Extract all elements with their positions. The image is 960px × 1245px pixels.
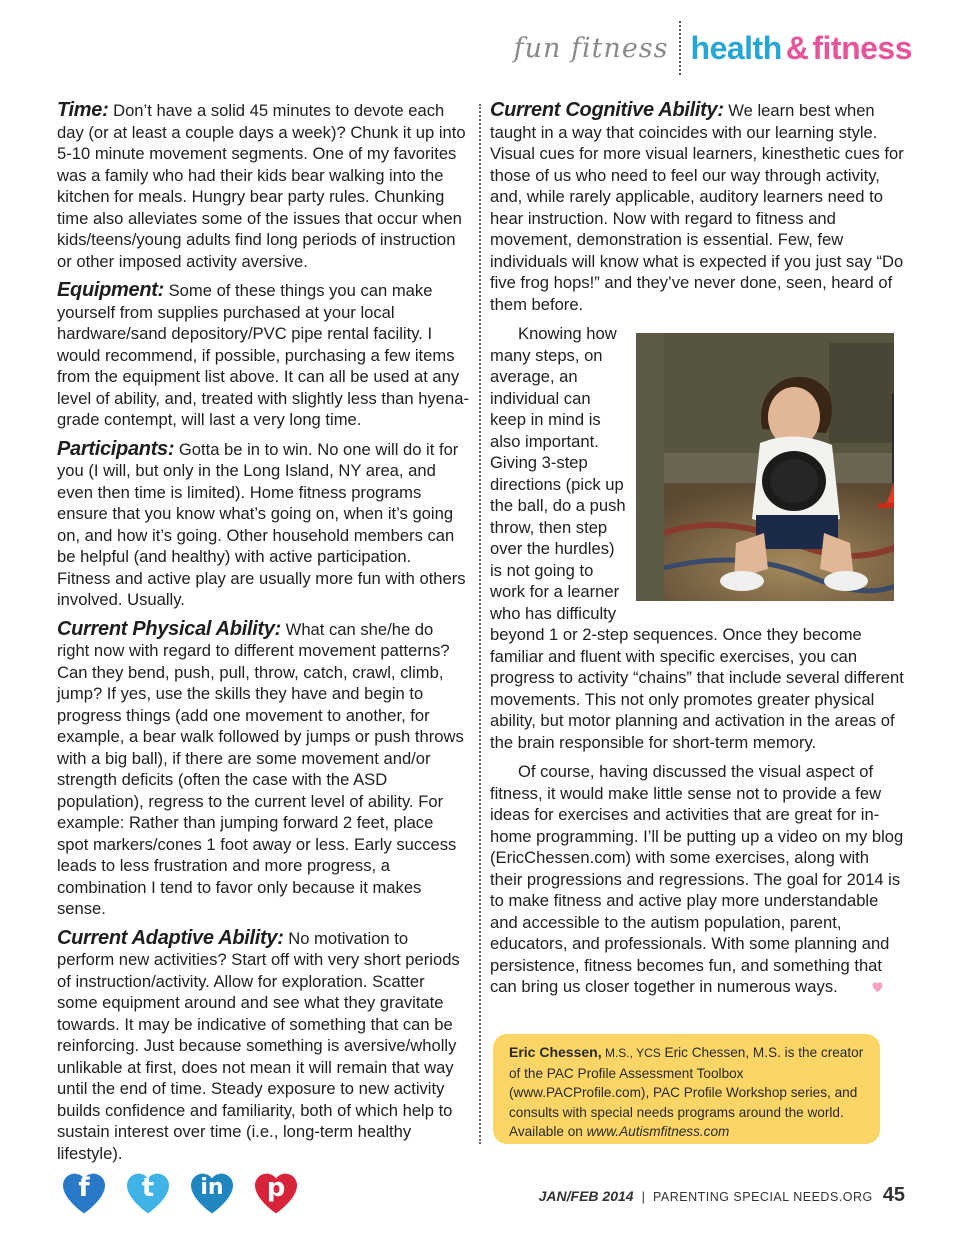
body-physical-ability: What can she/he do right now with regard to different movement patterns? Can they bend, push, pull, throw, catch, crawl, climb, jump? If yes, use the skills they have and begin to progress things (add one movement to another, for example, a bear walk followed by jumps or push throws with a big ball), if there are some movement and/or strength deficits (often the case with the ASD population), regress to the current level of ability. For example: Rather than jumping forward 2 feet, place spot markers/cones 1 foot away or less. Early success leads to less frustration and more progress, a combination I tend to favor only because it makes sense.: [57, 619, 464, 918]
lead-cognitive-ability: Current Cognitive Ability:: [490, 99, 724, 121]
linkedin-glyph: in: [200, 1175, 224, 1200]
section-header: [514, 20, 912, 76]
section-title-amp: &: [785, 29, 809, 66]
paragraph-time: [57, 100, 469, 272]
facebook-icon[interactable]: [55, 1162, 113, 1218]
child-exercise-photo: [636, 333, 894, 601]
magazine-name: PARENTING SPECIAL NEEDS.ORG: [652, 1190, 873, 1204]
twitter-glyph: t: [141, 1173, 155, 1203]
section-title: [691, 30, 912, 67]
paragraph-participants: [57, 439, 469, 611]
body-closing: Of course, having discussed the visual aspect of fitness, it would make little sense not to provide a few ideas for exercises and activities that are great for in-home programming. I’ll be putting up a video on my blog (EricChessen.com) with some exercises, along with their progressions and regressions. The goal for 2014 is to make fitness and active play more understandable and accessible to the autism population, parent, educators, and professionals. With some planning and persistence, fitness becomes fun, and something that can bring us closer together in numerous ways.: [490, 762, 904, 996]
author-website-link[interactable]: www.Autismfitness.com: [586, 1124, 730, 1139]
body-participants: Gotta be in to win. No one will do it for you (I will, but only in the Long Island, NY area, and even then time is limited). Home fitness programs ensure that you know what’s going on, when it’s going on, and how it’s going. Other household members can be helpful (and healthy) with active participation. Fitness and active play are usually more fun with others involved. Usually.: [57, 439, 466, 609]
issue-date: JAN/FEB 2014: [538, 1188, 634, 1204]
body-steps: Knowing how many steps, on average, an individual can keep in mind is also important. Giving 3-step directions (pick up the ball, do a push throw, then step over the hurdles) is not going to work for a learner who has difficulty beyond 1 or 2-step sequences. Once they become familiar and fluent with specific exercises, you can progress to activity “chains” that include several different movements. This not only promotes greater physical ability, but motor planning and activation in the areas of the brain responsible for short-term memory.: [490, 324, 904, 752]
section-title-health: health: [690, 29, 782, 66]
pinterest-glyph: p: [266, 1173, 286, 1203]
body-time: Don’t have a solid 45 minutes to devote each day (or at least a couple days a week)? Chunk it up into 5-10 minute movement segments. One of my favorites was a family who had their kids bear walking into the kitchen for meals. Hungry bear party rules. Chunking time also alleviates some of the issues that occur when kids/teens/young adults find long periods of instruction or other imposed activity aversive.: [57, 101, 466, 271]
lead-participants: Participants:: [57, 437, 175, 460]
twitter-icon[interactable]: [119, 1162, 177, 1218]
paragraph-steps: [490, 323, 905, 753]
lead-adaptive-ability: Current Adaptive Ability:: [57, 926, 284, 949]
author-bio-box: [493, 1034, 880, 1144]
lead-physical-ability: Current Physical Ability:: [57, 617, 282, 640]
header-divider: [679, 21, 681, 75]
right-column: [490, 100, 905, 1006]
author-bio-text: Eric Chessen, M.S. is the creator of the PAC Profile Assessment Toolbox (www.PACProfile.com), PAC Profile Workshop series, and consults with special needs programs around the world. Available on: [509, 1045, 864, 1139]
author-name: Eric Chessen,: [509, 1044, 602, 1060]
body-adaptive-ability: No motivation to perform new activities? Start off with very short periods of instruction/activity. Allow for exploration. Scatter some equipment around and see what they gravitate towards. It may be indicative of something that can be reinforcing. Just because something is aversive/wholly unlikable at first, does not mean it will remain that way until the end of time. Steady exposure to new activity builds confidence and familiarity, both of which help to sustain interest over time (i.e., long-term healthy lifestyle).: [57, 928, 460, 1163]
social-icons: [55, 1162, 305, 1218]
section-title-fitness: fitness: [812, 29, 912, 66]
paragraph-equipment: [57, 280, 469, 431]
paragraph-closing: [490, 761, 905, 998]
lead-time: Time:: [57, 99, 109, 121]
body-cognitive-ability: We learn best when taught in a way that coincides with our learning style. Visual cues for more visual learners, kinesthetic cues for those of us who need to feel our way through activity, and, while rarely applicable, auditory learners need to hear instruction. Now with regard to fitness and movement, demonstration is essential. Few, few individuals will know what is expected if you just say “Do five frog hops!” and they’ve never done, seen, heard of them before.: [490, 101, 904, 314]
body-equipment: Some of these things you can make yourself from supplies purchased at your local hardware/sand depository/PVC pipe rental facility. I would recommend, if possible, purchasing a few items from the equipment list above. It can all be used at any level of ability, and, treated with slightly less than hyena-grade contempt, will last a very long time.: [57, 281, 469, 429]
paragraph-cognitive-ability: [490, 100, 905, 315]
lead-equipment: Equipment:: [57, 279, 164, 301]
facebook-glyph: f: [78, 1173, 90, 1203]
page-footer: [539, 1184, 905, 1207]
author-credentials: M.S., YCS: [601, 1046, 661, 1060]
linkedin-icon[interactable]: [183, 1162, 241, 1218]
column-divider: [479, 104, 481, 1144]
fun-fitness-label: fun fitness: [513, 32, 669, 64]
footer-separator: |: [641, 1189, 645, 1204]
page-number: 45: [882, 1184, 905, 1206]
paragraph-adaptive-ability: [57, 928, 469, 1165]
paragraph-physical-ability: [57, 619, 469, 920]
pinterest-icon[interactable]: [247, 1162, 305, 1218]
left-column: [57, 100, 469, 1172]
heart-icon: [842, 978, 857, 993]
